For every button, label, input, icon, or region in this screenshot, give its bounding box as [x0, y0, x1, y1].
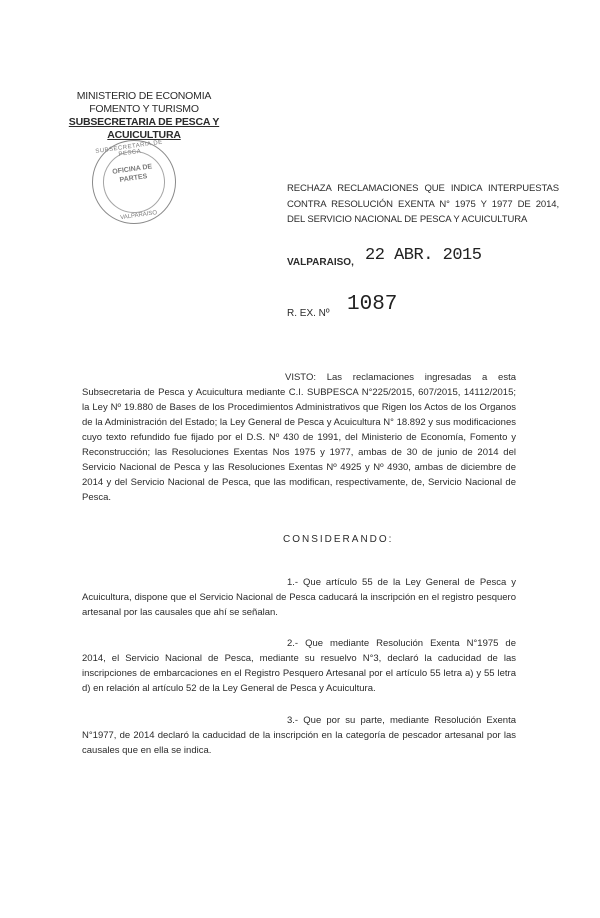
considerando-item	[82, 636, 516, 696]
visto-text: Las reclamaciones ingresadas a esta Subsecretaria de Pesca y Acuicultura mediante C.I. SUBPESCA N°225/2015, 607/2015, 14112/2015; la Ley Nº 19.880 de Bases de los Procedimientos Administrativos que Rigen los Actos de los Organos de la Administración del Estado; la Ley General de Pesca y Acuicultura N° 18.892 y sus modificaciones cuyo texto refundido fue fijado por el D.S. Nº 430 de 1991, del Ministerio de Economía, Fomento y Reconstrucción; las Resoluciones Exentas Nos 1975 y 1977, ambas de 30 de junio de 2014 del Servicio Nacional de Pesca y las Resoluciones Exentas Nº 4925 y Nº 4930, ambas de diciembre de 2014 y del Servicio Nacional de Pesca, que las modifican, respectivamente, de, Servicio Nacional de Pesca.	[82, 372, 516, 503]
stamp-ring-top-text: SUBSECRETARIA DE PESCA	[95, 139, 164, 158]
considerando-number: 2.-	[287, 638, 299, 649]
stamp-center-line2: PARTES	[119, 173, 148, 184]
considerando-number: 1.-	[287, 577, 299, 588]
visto-label: VISTO:	[285, 372, 316, 383]
considerando-text: Que por su parte, mediante Resolución Exenta N°1977, de 2014 declaró la caducidad de la inscripción en la categoría de pescador artesanal por las causales que en ella se indica.	[82, 715, 516, 756]
considerando-item	[82, 575, 516, 620]
ministry-subname: FOMENTO Y TURISMO	[89, 103, 199, 115]
stamp-center-line1: OFICINA DE	[111, 163, 153, 176]
subsecretaria-name: SUBSECRETARIA DE PESCA Y ACUICULTURA	[68, 116, 220, 141]
considerando-item	[82, 713, 516, 758]
stamp-ring-bottom-text: VALPARAISO	[119, 210, 158, 222]
date-stamp: 22 ABR. 2015	[365, 246, 482, 265]
considerando-text: Que mediante Resolución Exenta N°1975 de 2014, el Servicio Nacional de Pesca, mediante su resuelvo N°3, declaró la caducidad de las inscripciones de embarcaciones en el Registro Pesquero Artesanal por el artículo 55 letra a) y 55 letra d) en relación al artículo 52 de la Ley General de Pesca y Acuicultura.	[82, 638, 516, 694]
resolution-subject: RECHAZA RECLAMACIONES QUE INDICA INTERPUESTAS CONTRA RESOLUCIÓN EXENTA N° 1975 Y 1977 DE 2014, DEL SERVICIO NACIONAL DE PESCA Y ACUICULTURA	[287, 183, 559, 225]
place-label: VALPARAISO,	[287, 257, 354, 268]
considerando-text: Que artículo 55 de la Ley General de Pesca y Acuicultura, dispone que el Servicio Nacional de Pesca caducará la inscripción en el registro pesquero artesanal por las causales que ahí se señalan.	[82, 577, 516, 618]
considerando-number: 3.-	[287, 715, 299, 726]
visto-paragraph	[82, 370, 516, 505]
ministry-header	[44, 90, 244, 142]
ministry-name: MINISTERIO DE ECONOMIA	[76, 90, 212, 102]
considerando-heading: CONSIDERANDO:	[283, 534, 394, 545]
rex-label: R. EX. Nº	[287, 308, 330, 319]
rex-number: 1087	[347, 293, 398, 316]
office-stamp	[87, 135, 182, 230]
